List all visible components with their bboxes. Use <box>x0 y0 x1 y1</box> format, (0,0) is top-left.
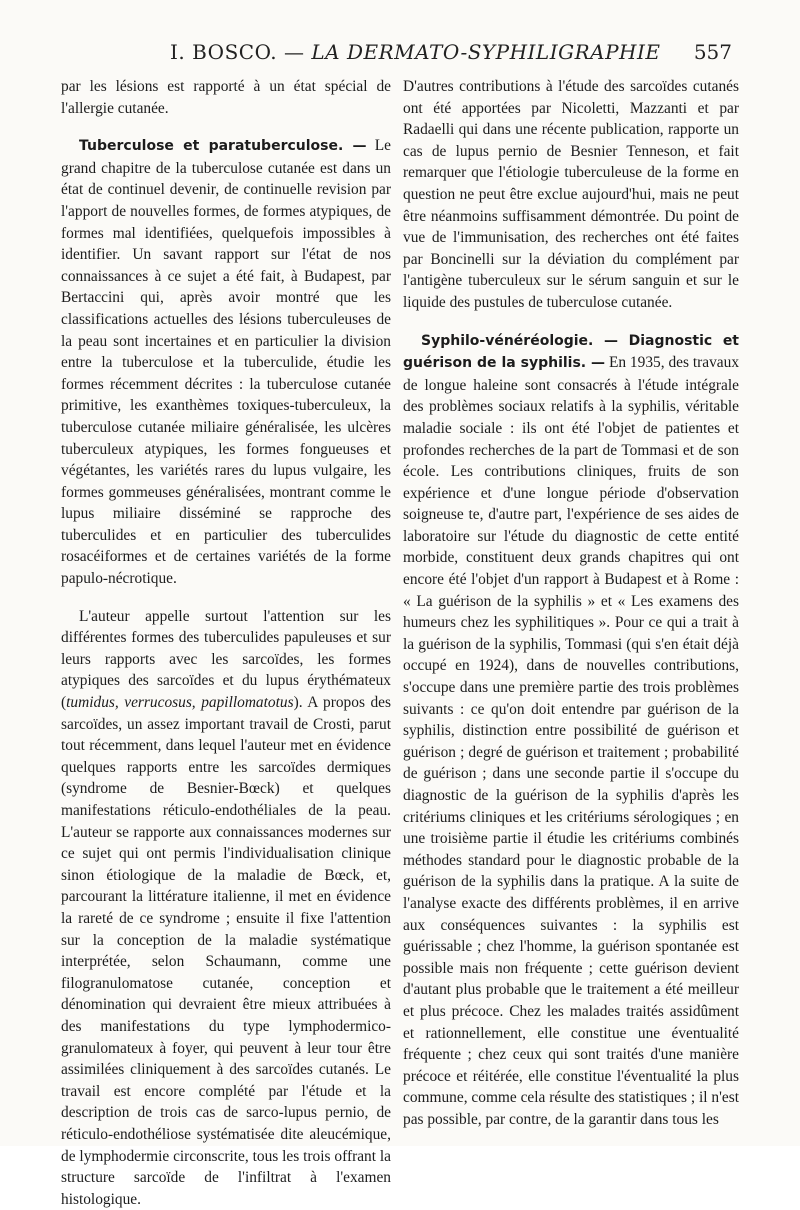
left-paragraph-0: par les lésions est rapporté à un état spécial de l'allergie cutanée. <box>61 78 391 117</box>
right-paragraph-0: D'autres contributions à l'étude des sarcoïdes cutanés ont été apportées par Nicoletti, Mazzanti et par Radaelli qui dans une récente publication, rapporte un cas de lupus pernio de Besnier Tenneson, et fait remarquer que l'étiologie tuberculeuse de la forme en question ne peut être exclue aujourd'hui, mais ne peut être néanmoins suffisamment démontrée. Du point de vue de l'immunisation, des recherches ont été faites par Boncinelli sur la déviation du complément par l'antigène tuberculeux sur le sérum sanguin et sur le liquide des pustules de tuberculose cutanée. <box>403 78 739 311</box>
right-paragraph-syphilis <box>403 330 739 1131</box>
running-header <box>60 38 740 68</box>
left-paragraph-tuberculose <box>61 135 391 589</box>
left-paragraph-2-b: ). A propos des sarcoïdes, un assez important travail de Crosti, parut tout récemment, dans lequel l'auteur met en évidence quelques rapports entre les sarcoïdes dermiques (syndrome de Besnier-Bœck) et quelques manifestations réticulo-endothéliales de la peau. L'auteur se rapporte aux connaissances modernes sur ce sujet qui ont permis l'individualisation clinique sinon étiologique de la maladie de Bœck, et, parcourant la littérature italienne, il met en évidence la rareté de ce syndrome ; ensuite il fixe l'attention sur la conception de la maladie systématique interprétée, selon Schaumann, comme une filogranulomatose cutanée, conception et dénomination qui devraient être mieux attribuées à des manifestations du type lymphodermico-granulomateux à foyer, qui peuvent à leur tour être assimilées cliniquement à des sarcoïdes cutanés. Le travail est encore complété par l'étude et la description de trois cas de sarco-lupus pernio, de réticulo-endothéliose systématisée dite aleucémique, de lymphodermie circonscrite, tous les trois offrant la structure sarcoïde de l'infiltrat à l'examen histologique. <box>61 694 391 1208</box>
header-dash: — <box>284 40 305 64</box>
left-paragraph-1-body: Le grand chapitre de la tuberculose cutanée est dans un état de continuel devenir, de continuelle revision par l'apport de nouvelles formes, de formes atypiques, de formes mal identifiées, quelquefois impossibles à identifier. Un savant rapport sur l'état de nos connaissances à ce sujet a été fait, à Budapest, par Bertaccini qui, après avoir montré que les classifications actuelles des lésions tuberculeuses de la peau sont incertaines et en particulier la division entre la tuberculose et la tuberculide, étudie les formes récemment décrites : la tuberculose cutanée primitive, les exanthèmes toxiques-tuberculeux, la tuberculose cutanée miliaire généralisée, les ulcères tuberculeux atypiques, les formes fongueuses et végétantes, les variétés rares du lupus vulgaire, les formes gommeuses généralisées, montrant comme le lupus miliaire disséminé se rapproche des tuberculides et en particulier des tuberculides rosacéiformes et de certaines variétés de la forme papulo-nécrotique. <box>61 137 391 588</box>
section-heading-tuberculose: Tuberculose et paratuberculose. — <box>79 138 367 155</box>
right-paragraph-1-body: En 1935, des travaux de longue haleine sont consacrés à l'étude intégrale des problèmes sociaux relatifs à la syphilis, véritable maladie sociale : ils ont été l'objet de patientes et profondes recherches de la part de Tommasi et de son école. Les contributions cliniques, fruits de son expérience et d'une longue période d'observation soigneuse te, d'autre part, l'expérience de ses aides de laboratoire sur l'étude du diagnostic de cette entité morbide, constituent deux grands chapitres qui ont encore été l'objet d'un rapport à Budapest et à Rome : « La guérison de la syphilis » et « Les examens des humeurs chez les syphilitiques ». Pour ce qui a trait à la guérison de la syphilis, Tommasi (qui s'en était déjà occupé en 1924), dans de nouvelles contributions, s'occupe dans une première partie des trois problèmes suivants : ce qu'on doit entendre par guérison de la syphilis, distinction entre possibilité de guérison et guérison ; degré de guérison et traitement ; probabilité de guérison ; dans une seconde partie il s'occupe du diagnostic de la guérison de la syphilis d'après les critériums cliniques et les critériums sérologiques ; en une troisième partie il étudie les critériums combinés méthodes standard pour le diagnostic probable de la guérison de la syphilis dans la pratique. A la suite de l'analyse exacte des différents problèmes, il en arrive aux conséquences suivantes : la syphilis est guérissable ; chez l'homme, la guérison spontanée est possible mais non fréquente ; cette guérison devient d'autant plus probable que le traitement a été meilleur et plus précoce. Chez les malades traités assidûment et rationnellement, elle constitue une éventualité fréquente ; chez ceux qui sont traités d'une manière précoce et réitérée, elle constitue l'éventualité la plus commune, comme cela résulte des statistiques ; il n'est pas possible, par contre, de la garantir dans tous les <box>403 354 740 1128</box>
left-column <box>61 76 391 1210</box>
left-paragraph-2 <box>61 606 391 1210</box>
header-title-line <box>170 40 690 64</box>
right-column <box>403 76 739 1131</box>
header-journal-title: LA DERMATO-SYPHILIGRAPHIE <box>311 40 661 64</box>
header-author: I. BOSCO. <box>170 40 278 64</box>
page-number: 557 <box>693 40 732 64</box>
left-paragraph-2-a: L'auteur appelle surtout l'attention sur les différentes formes des tuberculides papuleuses et sur leurs rapports avec les sarcoïdes, les formes atypiques des sarcoïdes et du lupus érythémateux ( <box>61 607 391 712</box>
left-paragraph-2-italic: tumidus, verrucosus, papillomatotus <box>66 694 294 712</box>
section-heading-syphilis: Syphilo-vénéréologie. — Diagnostic et guérison de la syphilis. — <box>403 332 739 372</box>
